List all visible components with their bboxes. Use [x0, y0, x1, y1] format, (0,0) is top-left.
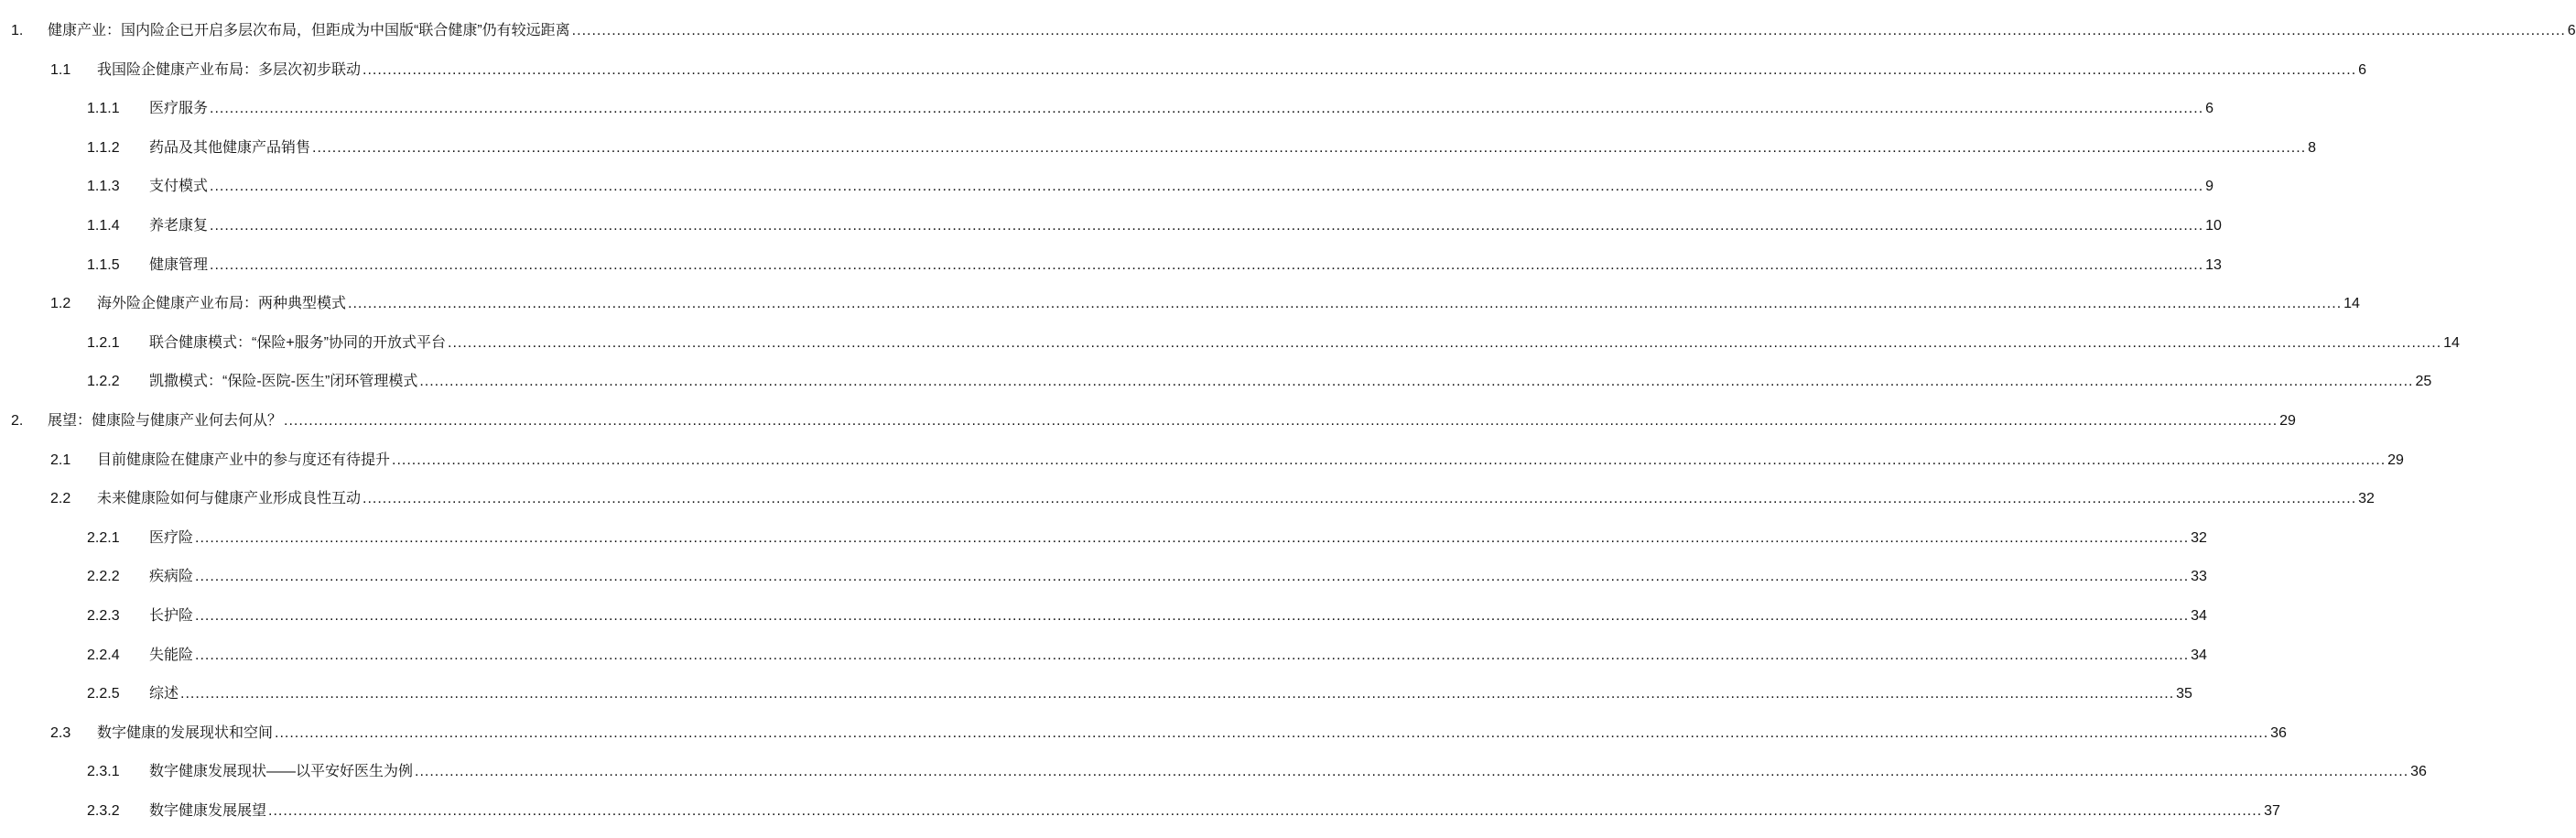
toc-entry-page-number: 33: [2191, 569, 2207, 585]
toc-entry-line: [97, 490, 2375, 508]
toc-entry-page-number: 13: [2205, 256, 2222, 273]
toc-entry[interactable]: [0, 247, 2222, 275]
toc-entry-line: [149, 802, 2280, 821]
toc-entry-title: 疾病险: [149, 569, 194, 585]
toc-entry-page-number: 37: [2264, 803, 2280, 819]
toc-entry-number: 1.1: [50, 61, 71, 78]
toc-entry-line: [149, 373, 2432, 391]
toc-entry-page-number: 29: [2387, 452, 2404, 468]
dot-leader: ................................................................................................................................................................................................................................................................................................................................................................................................................: [268, 803, 2263, 819]
toc-entry-title: 展望：健康险与健康产业何去何从？: [48, 413, 283, 429]
toc-entry-title: 支付模式: [149, 179, 209, 195]
toc-entry-page-number: 36: [2270, 724, 2287, 741]
toc-entry-number: 2.2.2: [87, 569, 120, 585]
toc-entry[interactable]: [0, 793, 2280, 821]
toc-entry-title: 联合健康模式：“保险+服务”协同的开放式平台: [149, 334, 447, 351]
toc-entry-line: [97, 295, 2360, 313]
toc-entry-number: 1.1.2: [87, 139, 120, 156]
toc-entry-number: 2.3.1: [87, 764, 120, 780]
toc-entry[interactable]: [0, 559, 2207, 586]
toc-entry[interactable]: [0, 715, 2287, 743]
dot-leader: ................................................................................................................................................................................................................................................................................................................................................................................................................: [195, 569, 2190, 585]
toc-entry-line: [149, 139, 2317, 158]
toc-entry-page-number: 34: [2191, 608, 2207, 624]
toc-entry-number: 2.3: [50, 724, 71, 741]
toc-entry-title: 综述: [149, 686, 179, 702]
toc-entry-number: 2.2.4: [87, 647, 120, 663]
toc-entry-title: 医疗服务: [149, 101, 209, 117]
dot-leader: ................................................................................................................................................................................................................................................................................................................................................................................................................: [392, 452, 2387, 468]
toc-entry-line: [149, 217, 2222, 235]
dot-leader: ................................................................................................................................................................................................................................................................................................................................................................................................................: [180, 686, 2175, 702]
toc-entry-page-number: 32: [2358, 491, 2375, 507]
toc-entry-number: 1.1.4: [87, 218, 120, 234]
toc-entry-page-number: 14: [2343, 296, 2360, 312]
toc-entry[interactable]: [0, 325, 2460, 353]
toc-entry-number: 1.: [11, 23, 24, 38]
toc-entry[interactable]: [0, 442, 2404, 470]
toc-entry[interactable]: [0, 130, 2317, 158]
toc-entry[interactable]: [0, 13, 2576, 40]
toc-entry-line: [48, 22, 2576, 40]
toc-entry[interactable]: [0, 364, 2432, 391]
toc-entry[interactable]: [0, 598, 2207, 626]
toc-entry-title: 药品及其他健康产品销售: [149, 139, 311, 156]
toc-entry-line: [149, 178, 2214, 196]
toc-entry-page-number: 32: [2191, 529, 2207, 546]
toc-entry-line: [149, 607, 2207, 626]
toc-entry-number: 1.1.1: [87, 101, 120, 117]
toc-entry-page-number: 9: [2205, 179, 2214, 195]
toc-entry-page-number: 25: [2415, 374, 2432, 390]
toc-entry-page-number: 14: [2443, 334, 2460, 351]
toc-entry-number: 1.1.3: [87, 179, 120, 195]
toc-entry[interactable]: [0, 286, 2360, 313]
toc-entry-number: 1.2.1: [87, 334, 120, 351]
dot-leader: ................................................................................................................................................................................................................................................................................................................................................................................................................: [195, 608, 2190, 624]
toc-entry[interactable]: [0, 208, 2222, 235]
toc-entry-title: 未来健康险如何与健康产业形成良性互动: [97, 491, 362, 507]
dot-leader: ................................................................................................................................................................................................................................................................................................................................................................................................................: [348, 296, 2343, 312]
toc-entry-title: 数字健康发展现状——以平安好医生为例: [149, 764, 414, 780]
toc-entry[interactable]: [0, 520, 2207, 548]
toc-entry-title: 目前健康险在健康产业中的参与度还有待提升: [97, 452, 391, 468]
toc-entry-number: 1.2.2: [87, 374, 120, 390]
toc-entry[interactable]: [0, 52, 2367, 80]
toc-entry-title: 健康管理: [149, 256, 209, 273]
toc-entry-number: 2.2.5: [87, 686, 120, 702]
toc-entry-page-number: 6: [2567, 23, 2576, 38]
toc-entry-title: 数字健康的发展现状和空间: [97, 724, 274, 741]
toc-entry[interactable]: [0, 403, 2296, 430]
dot-leader: ................................................................................................................................................................................................................................................................................................................................................................................................................: [210, 218, 2204, 234]
toc-entry-page-number: 36: [2410, 764, 2427, 780]
toc-entry-number: 2.1: [50, 452, 71, 468]
toc-entry-title: 失能险: [149, 647, 194, 663]
toc-entry-line: [97, 724, 2287, 743]
toc-entry[interactable]: [0, 676, 2192, 703]
toc-entry[interactable]: [0, 637, 2207, 665]
toc-entry[interactable]: [0, 169, 2214, 196]
toc-entry-number: 2.2.1: [87, 529, 120, 546]
toc-entry[interactable]: [0, 481, 2375, 508]
toc-entry-title: 数字健康发展展望: [149, 803, 267, 819]
toc-entry-page-number: 6: [2205, 101, 2214, 117]
toc-entry-line: [149, 647, 2207, 665]
toc-entry-line: [149, 529, 2207, 548]
toc-entry-line: [149, 568, 2207, 586]
toc-entry-line: [149, 763, 2427, 781]
dot-leader: ................................................................................................................................................................................................................................................................................................................................................................................................................: [363, 491, 2357, 507]
toc-entry-title: 海外险企健康产业布局：两种典型模式: [97, 296, 347, 312]
toc-entry-number: 2.2.3: [87, 608, 120, 624]
toc-entry-page-number: 35: [2176, 686, 2192, 702]
toc-entry-line: [149, 685, 2192, 703]
toc-entry[interactable]: [0, 91, 2214, 118]
toc-entry-number: 2.: [11, 413, 24, 429]
toc-entry-number: 1.2: [50, 296, 71, 312]
toc-entry-line: [149, 256, 2222, 275]
dot-leader: ................................................................................................................................................................................................................................................................................................................................................................................................................: [312, 139, 2307, 156]
dot-leader: ................................................................................................................................................................................................................................................................................................................................................................................................................: [415, 764, 2409, 780]
toc-entry-page-number: 34: [2191, 647, 2207, 663]
toc-entry-line: [48, 412, 2296, 430]
toc-entry-title: 凯撒模式：“保险-医院-医生”闭环管理模式: [149, 374, 418, 390]
dot-leader: ................................................................................................................................................................................................................................................................................................................................................................................................................: [419, 374, 2414, 390]
toc-entry[interactable]: [0, 754, 2427, 781]
toc-entry-title: 医疗险: [149, 529, 194, 546]
dot-leader: ................................................................................................................................................................................................................................................................................................................................................................................................................: [284, 413, 2278, 429]
dot-leader: ................................................................................................................................................................................................................................................................................................................................................................................................................: [210, 256, 2204, 273]
dot-leader: ................................................................................................................................................................................................................................................................................................................................................................................................................: [275, 724, 2269, 741]
toc-entry-page-number: 6: [2358, 61, 2367, 78]
dot-leader: ................................................................................................................................................................................................................................................................................................................................................................................................................: [210, 179, 2204, 195]
toc-entry-title: 健康产业：国内险企已开启多层次布局，但距成为中国版“联合健康”仍有较远距离: [48, 23, 570, 38]
toc-entry-number: 2.3.2: [87, 803, 120, 819]
dot-leader: ................................................................................................................................................................................................................................................................................................................................................................................................................: [210, 101, 2204, 117]
toc-entry-page-number: 8: [2308, 139, 2317, 156]
toc-entry-title: 长护险: [149, 608, 194, 624]
toc-entry-line: [97, 61, 2367, 80]
toc-entry-page-number: 29: [2279, 413, 2296, 429]
toc-entry-line: [97, 452, 2404, 470]
dot-leader: ................................................................................................................................................................................................................................................................................................................................................................................................................: [448, 334, 2442, 351]
toc-entry-page-number: 10: [2205, 218, 2222, 234]
toc-entry-line: [149, 334, 2460, 353]
toc-entry-title: 我国险企健康产业布局：多层次初步联动: [97, 61, 362, 78]
dot-leader: ................................................................................................................................................................................................................................................................................................................................................................................................................: [195, 647, 2190, 663]
toc-entry-title: 养老康复: [149, 218, 209, 234]
toc-entry-line: [149, 100, 2214, 118]
dot-leader: ................................................................................................................................................................................................................................................................................................................................................................................................................: [363, 61, 2357, 78]
toc-entry-number: 2.2: [50, 491, 71, 507]
dot-leader: ................................................................................................................................................................................................................................................................................................................................................................................................................: [571, 23, 2566, 38]
dot-leader: ................................................................................................................................................................................................................................................................................................................................................................................................................: [195, 529, 2190, 546]
toc-entry-number: 1.1.5: [87, 256, 120, 273]
